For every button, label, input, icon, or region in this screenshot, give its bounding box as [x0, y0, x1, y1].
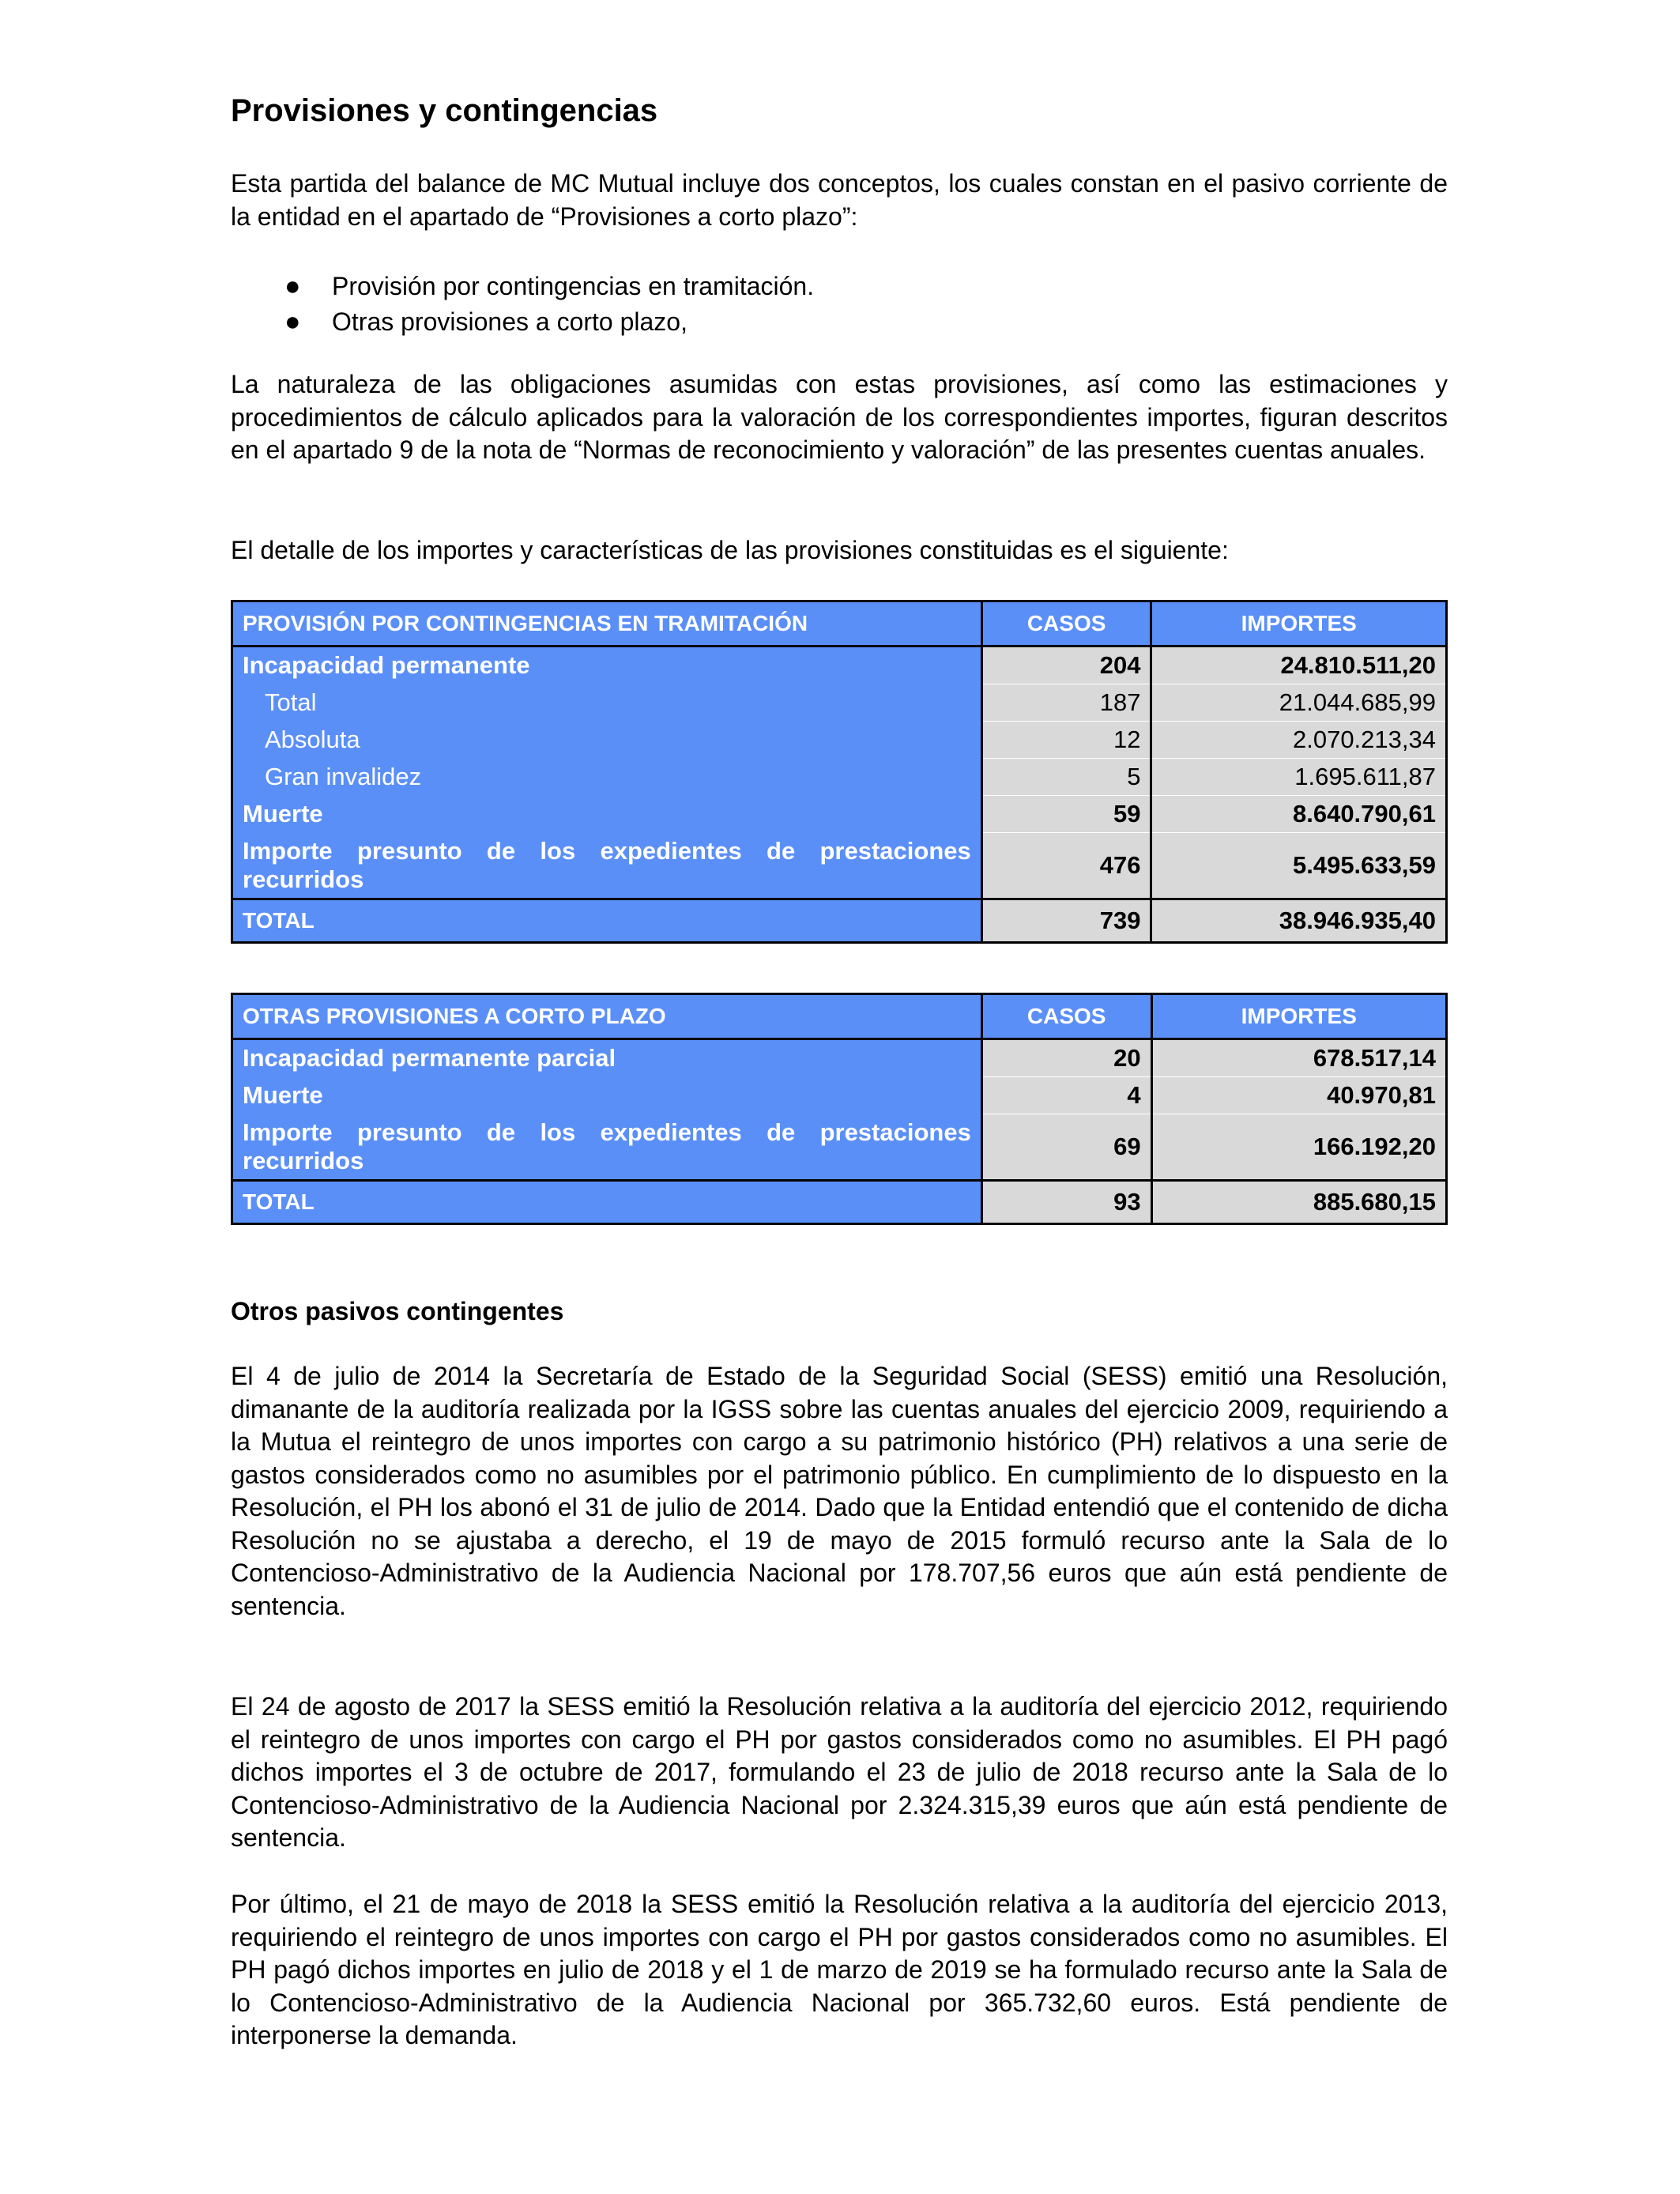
page-title: Provisiones y contingencias [231, 93, 658, 128]
table-row: Absoluta 12 2.070.213,34 [232, 722, 1447, 759]
column-header-importes: IMPORTES [1151, 601, 1447, 647]
table-row: Importe presunto de los expedientes de prestaciones recurridos 476 5.495.633,59 [232, 833, 1447, 899]
column-header-concepto: PROVISIÓN POR CONTINGENCIAS EN TRAMITACIÓN [232, 601, 982, 647]
column-header-importes: IMPORTES [1151, 994, 1446, 1039]
list-item: ● Provisión por contingencias en tramitación. [231, 269, 814, 304]
table-total-row: TOTAL 739 38.946.935,40 [232, 899, 1447, 943]
concepts-list [231, 269, 814, 340]
intro-paragraph: Esta partida del balance de MC Mutual incluye dos conceptos, los cuales constan en el pasivo corriente de la entidad en el apartado de “Provisiones a corto plazo”: [231, 169, 1448, 231]
table-header-row [232, 994, 1447, 1039]
bullet-icon: ● [284, 271, 301, 301]
paragraph-2014: El 4 de julio de 2014 la Secretaría de Estado de la Seguridad Social (SESS) emitió una Resolución, dimanante de la auditoría realizada por la IGSS sobre las cuentas anuales del ejercicio 2009, requiriendo a la Mutua el reintegro de unos importes con cargo a su patrimonio histórico (PH) relativos a una serie de gastos considerados como no asumibles por el patrimonio público. En cumplimiento de lo dispuesto en la Resolución, el PH los abonó el 31 de julio de 2014. Dado que la Entidad entendió que el contenido de dicha Resolución no se ajustaba a derecho, el 19 de mayo de 2015 formuló recurso ante la Sala de lo Contencioso-Administrativo de la Audiencia Nacional por 178.707,56 euros que aún está pendiente de sentencia. [231, 1362, 1448, 1620]
detalle-paragraph: El detalle de los importes y características de las provisiones constituidas es el siguiente: [231, 536, 1229, 564]
table-total-row: TOTAL 93 885.680,15 [232, 1181, 1447, 1224]
section-heading: Otros pasivos contingentes [231, 1297, 564, 1325]
naturaleza-paragraph: La naturaleza de las obligaciones asumidas con estas provisiones, así como las estimaciones y procedimientos de cálculo aplicados para la valoración de los correspondientes importes, figuran descritos en el apartado 9 de la nota de “Normas de reconocimiento y valoración” de las presentes cuentas anuales. [231, 370, 1448, 464]
column-header-concepto: OTRAS PROVISIONES A CORTO PLAZO [232, 994, 982, 1039]
list-item: ● Otras provisiones a corto plazo, [231, 304, 814, 340]
bullet-icon: ● [284, 307, 301, 337]
column-header-casos: CASOS [981, 994, 1151, 1039]
table-row: Total 187 21.044.685,99 [232, 684, 1447, 722]
table-row: Muerte 59 8.640.790,61 [232, 796, 1447, 833]
table-row: Gran invalidez 5 1.695.611,87 [232, 759, 1447, 796]
table-contingencias-tramitacion [231, 600, 1448, 944]
paragraph-2018: Por último, el 21 de mayo de 2018 la SESS emitió la Resolución relativa a la auditoría del ejercicio 2013, requiriendo el reintegro de unos importes con cargo el PH por gastos considerados como no asumibles. El PH pagó dichos importes en julio de 2018 y el 1 de marzo de 2019 se ha formulado recurso ante la Sala de lo Contencioso-Administrativo de la Audiencia Nacional por 365.732,60 euros. Está pendiente de interponerse la demanda. [231, 1890, 1448, 2049]
table-row: Muerte 4 40.970,81 [232, 1077, 1447, 1114]
table-row: Importe presunto de los expedientes de prestaciones recurridos 69 166.192,20 [232, 1114, 1447, 1181]
table-row: Incapacidad permanente parcial 20 678.517,14 [232, 1039, 1447, 1077]
table-header-row [232, 601, 1447, 647]
table-row: Incapacidad permanente 204 24.810.511,20 [232, 647, 1447, 684]
paragraph-2017: El 24 de agosto de 2017 la SESS emitió la Resolución relativa a la auditoría del ejercicio 2012, requiriendo el reintegro de unos importes con cargo el PH por gastos considerados como no asumibles. El PH pagó dichos importes el 3 de octubre de 2017, formulando el 23 de julio de 2018 recurso ante la Sala de lo Contencioso-Administrativo de la Audiencia Nacional por 2.324.315,39 euros que aún está pendiente de sentencia. [231, 1692, 1448, 1852]
column-header-casos: CASOS [981, 601, 1151, 647]
table-otras-provisiones [231, 993, 1448, 1225]
